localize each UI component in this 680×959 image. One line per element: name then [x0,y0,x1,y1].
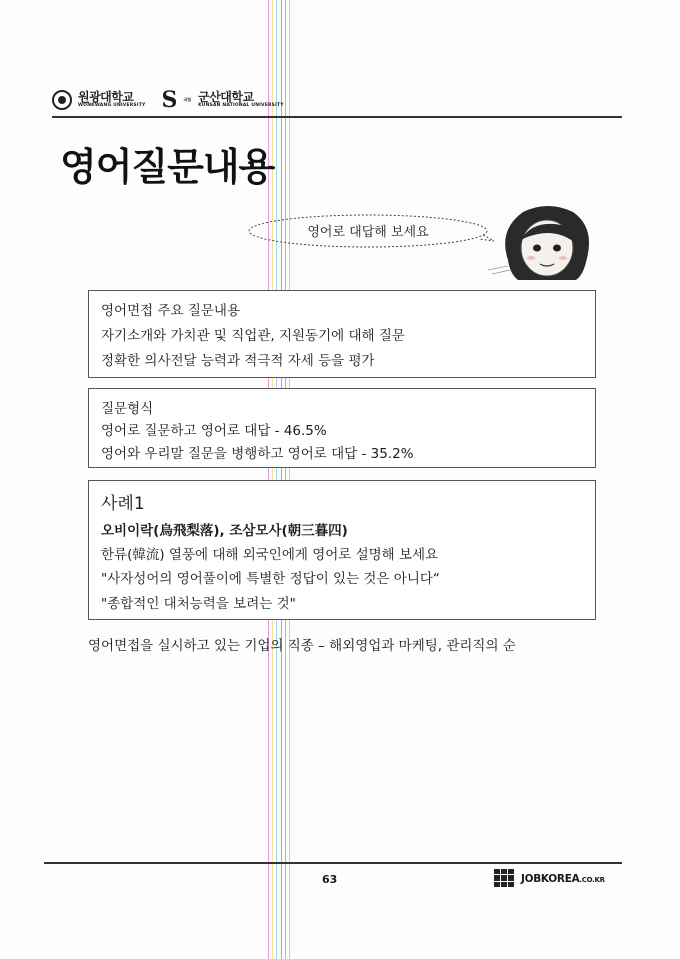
box1-line: 정확한 의사전달 능력과 적극적 자세 등을 평가 [101,353,375,369]
speech-bubble-text: 영어로 대답해 보세요 [307,225,429,240]
box2-line: 질문형식 [101,401,154,417]
woman-illustration-icon [488,200,608,285]
brand-suffix: .CO.KR [579,876,605,884]
speech-bubble [247,213,489,249]
box2-line: 영어와 우리말 질문을 병행하고 영어로 대답 - 35.2% [101,446,414,462]
footer-divider [44,862,622,864]
page-title: 영어질문내용 [60,145,275,189]
header-logos [52,86,284,114]
example-case-box [88,480,596,620]
header-divider [52,116,622,118]
example-quote: "종합적인 대처능력을 보려는 것" [101,596,296,612]
example-idioms: 오비이락(烏飛梨落), 조삼모사(朝三暮四) [101,523,348,539]
univ2-english: KUNSAN NATIONAL UNIVERSITY [198,103,284,109]
example-quote: "사자성어의 영어풀이에 특별한 정답이 있는 것은 아니다“ [101,571,440,587]
example-question: 한류(韓流) 열풍에 대해 외국인에게 영어로 설명해 보세요 [101,547,439,563]
jobkorea-logo-icon [494,869,514,887]
kunsan-emblem-icon: S [161,87,178,113]
page-number: 63 [322,873,338,886]
example-heading: 사례1 [101,494,145,514]
wonkwang-emblem-icon [52,90,72,110]
box2-line: 영어로 질문하고 영어로 대답 - 46.5% [101,423,327,439]
univ2-name: 군산대학교 [198,90,254,105]
brand-name: JOBKOREA [521,873,580,885]
box1-line: 자기소개와 가치관 및 직업관, 지원동기에 대해 질문 [101,328,405,344]
interview-content-box [88,290,596,378]
univ1-logo [78,91,145,109]
univ1-english: WONKWANG UNIVERSITY [78,103,146,109]
univ1-name: 원광대학교 [78,90,134,105]
univ2-prefix: 국립 [183,97,192,102]
univ2-logo [198,91,284,109]
box1-line: 영어면접 주요 질문내용 [101,303,240,319]
conclusion-text: 영어면접을 실시하고 있는 기업의 직종 – 해외영업과 마케팅, 관리직의 순 [88,638,516,654]
question-format-box [88,388,596,468]
jobkorea-brand [521,873,605,885]
